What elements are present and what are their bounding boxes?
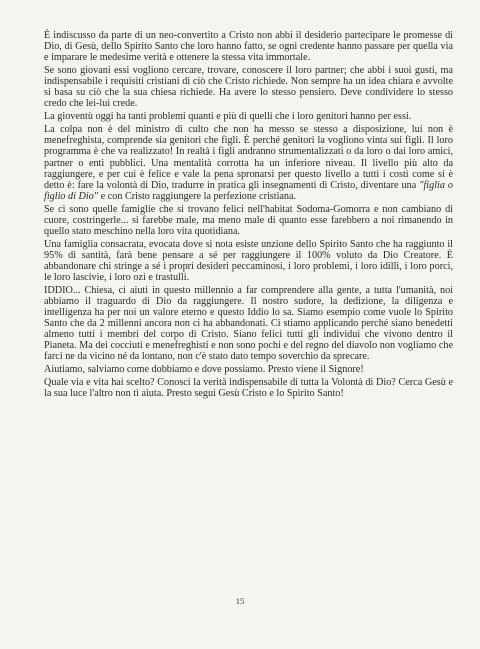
paragraph-2: Se sono giovani essi vogliono cercare, trovare, conoscere il loro partner; che abbi i suoi gusti, ma indispensabile i requisiti cristiani di ciò che Cristo richiede. Non sempre ha un idea chiara e avvolte si basa su ciò che la sua chiesa richiede. Ha avere lo stesso pensiero. Deve condividere lo stesso credo che lei-lui crede. — [44, 65, 453, 110]
italic-phrase: "figlia o figlio di Dio" — [44, 179, 454, 202]
paragraph-9: Quale via e vita hai scelto? Conosci la verità indispensabile di tutta la Volontà di Dio? Cerca Gesù e la sua luce l'altro non ti aiuta. Presto segui Gesù Cristo e lo Spirito Santo! — [44, 377, 453, 400]
paragraph-1: È indiscusso da parte di un neo-convertito a Cristo non abbi il desiderio partecipare le promesse di Dio, di Gesù, dello Spirito Santo che loro hanno fatto, se ogni credente hanno passare per quella via e imparare le medesime verità e ottenere la stessa vita immortale. — [44, 30, 453, 64]
body-text — [44, 30, 453, 400]
paragraph-4-ending: e con Cristo raggiungere la perfezione cristiana. — [98, 190, 297, 202]
page-number: 15 — [235, 596, 245, 606]
paragraph-4 — [44, 124, 453, 201]
paragraph-8: Aiutiamo, salviamo come dobbiamo e dove possiamo. Presto viene il Signore! — [44, 364, 364, 376]
paragraph-6: Una famiglia consacrata, evocata dove si nota esiste unzione dello Spirito Santo che ha raggiunto il 95% di santità, farà bene pensare a sé per raggiungere il 100% voluto da Dio Creatore. È abbandonare chi stringe a sé i propri desideri peccaminosi, i loro problemi, i loro idilli, i loro porci, le loro lascivie, i loro ozi e trastulli. — [44, 238, 453, 283]
paragraph-7: IDDIO... Chiesa, ci aiuti in questo millennio a far comprendere alla gente, a tutta l'umanità, noi abbiamo il traguardo di Dio da raggiungere. Il nostro sudore, la dedizione, la diligenza e intelligenza ha per noi un valore eterno e questo Iddio lo sa. Siamo esempio come vuole lo Spirito Santo che da 2 millenni ancora non ci ha abbandonati. Ci stiamo applicando perché siano benedetti almeno tutti i membri del corpo di Cristo. Siano felici tutti gli individui che vivono dentro il Pianeta. Ma dei cocciuti e menefreghisti e non sono pochi e del regno del diavolo non vogliamo che farci ne da vicino né da lontano, non c'è stato dato tempo soverchio da sprecare. — [44, 285, 453, 363]
paragraph-5: Se ci sono quelle famiglie che si trovano felici nell'habitat Sodoma-Gomorra e non cambiano di cuore, costringerle... si farebbe male, ma meno male di quanto esse farebbero a noi rimanendo in quello stato meschino nella loro vita quotidiana. — [44, 203, 453, 237]
paragraph-3: La gioventù oggi ha tanti problemi quanti e più di quelli che i loro genitori hanno per essi. — [44, 111, 412, 123]
paragraph-4-text: La colpa non è del ministro di culto che non ha messo se stesso a disposizione, lui non è menefreghista, comprende sia genitori che figli. È perché genitori la vogliono vinta sui figli. Il loro programma è che va realizzato! In realtà i figli andranno strumentalizzati o da loro o dai loro amici, partner o enti pubblici. Una mentalità corrotta ha un inferiore niveau. Il livello più alto da raggiungere, e per cui è felice e vale la pena spronarsi per questo livello a tutti i costi come si è detto è: fare la volontà di Dio, tradurre in pratica gli insegnamenti di Cristo, diventare una — [44, 124, 453, 191]
